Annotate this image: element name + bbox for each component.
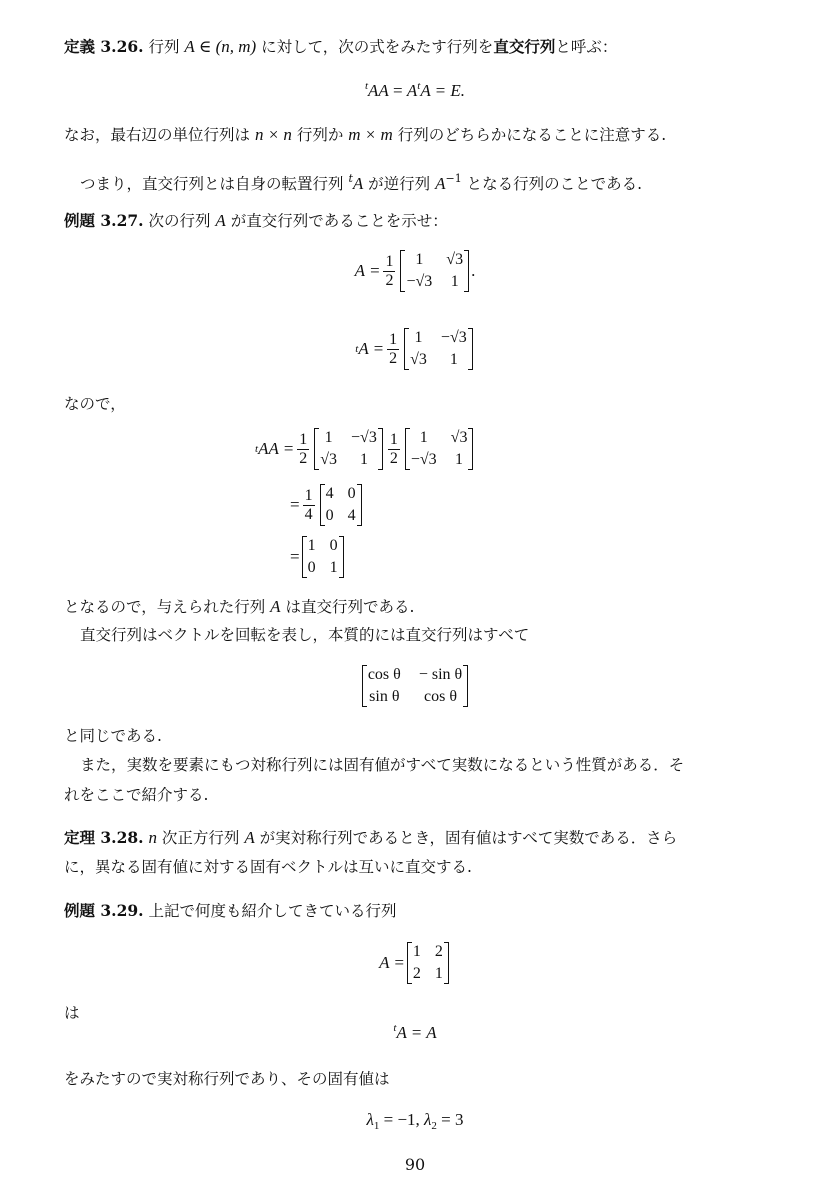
- real-symmetric-line: をみたすので実対称行列であり、その固有値は: [64, 1070, 390, 1088]
- calc-row-3: = 1 0 0 1: [290, 536, 346, 578]
- eigenvalues: $\lambda_1 = -1$, $\lambda_2 = 3$: [366, 1110, 464, 1132]
- text-nanode: なので，: [64, 395, 126, 413]
- text-ha: は: [64, 1004, 80, 1022]
- page-number: 90: [404, 1155, 426, 1174]
- definition-text: に対して，次の式をみたす行列を: [256, 38, 494, 56]
- calc-row-2: = $\frac{1}{4}$ 4 0 0 4: [290, 484, 364, 526]
- theorem-3-28: 定理 3.28. n 次正方行列 A が実対称行列であるとき，固有値はすべて実数である．さら: [64, 828, 678, 847]
- symmetric-line-2: れをここで紹介する.: [64, 786, 209, 804]
- rotation-matrix: cos θ − sin θ sin θ cos θ: [0, 664, 830, 707]
- same-line: と同じである.: [64, 727, 162, 745]
- example-label: 例題 3.29.: [64, 901, 144, 920]
- matrix: 1 2 2 1: [407, 942, 449, 984]
- matrix: 4 0 0 4: [320, 484, 362, 526]
- symmetric-line-1: また，実数を要素にもつ対称行列には固有値がすべて実数になるという性質がある．そ: [80, 756, 685, 774]
- matrix-A2-equation: A = 1 2 2 1: [0, 942, 830, 984]
- rotation-line: 直交行列はベクトルを回転を表し，本質的には直交行列はすべて: [80, 626, 530, 644]
- definition-3-26: [64, 36, 617, 58]
- math-set: ∈ (n, m): [194, 37, 257, 56]
- example-3-29: 例題 3.29. 上記で何度も紹介してきている行列: [64, 901, 397, 920]
- theorem-line-2: に，異なる固有値に対する固有ベクトルは互いに直交する.: [64, 858, 472, 876]
- orthogonal-definition-equation: $^tAA = A^tA = E$.: [364, 80, 466, 100]
- matrix: 1 −√3 √3 1: [404, 328, 473, 370]
- matrix: 1 −√3 √3 1: [314, 428, 383, 470]
- theorem-label: 定理 3.28.: [64, 828, 144, 847]
- example-3-27: 例題 3.27. 次の行列 A が直交行列であることを示せ：: [64, 211, 448, 230]
- transpose-A-equation: t A = $\frac{1}{2}$ 1 −√3 √3 1: [0, 328, 830, 370]
- definition-label: 定義 3.26.: [64, 37, 144, 56]
- example-label: 例題 3.27.: [64, 211, 144, 230]
- definition-text: と呼ぶ：: [555, 38, 618, 56]
- calc-row-1: t AA = $\frac{1}{2}$ 1 −√3 √3 1 $\frac{1}{2}$ 1 √3 −√3 1: [255, 428, 475, 470]
- calculation-block: [0, 428, 830, 588]
- matrix-A-equation: A = $\frac{1}{2}$ 1 √3 −√3 1 .: [354, 251, 476, 290]
- meaning-line: つまり，直交行列とは自身の転置行列 $^t$A が逆行列 $A^{-1}$ となる行列のことである.: [80, 172, 643, 193]
- definition-text: 行列: [148, 38, 185, 56]
- matrix: 1 √3 −√3 1: [405, 428, 474, 470]
- symmetric-equation: $^t$A = A: [393, 1022, 437, 1042]
- conclusion-line: となるので，与えられた行列 A は直交行列である.: [64, 597, 415, 616]
- matrix: 1 0 0 1: [302, 536, 344, 578]
- matrix: 1 √3 −√3 1: [400, 250, 469, 292]
- math-A: A: [184, 37, 195, 56]
- definition-term: 直交行列: [493, 37, 556, 56]
- note-line: なお，最右辺の単位行列は n × n 行列か m × m 行列のどちらかになることに注意する.: [64, 125, 667, 144]
